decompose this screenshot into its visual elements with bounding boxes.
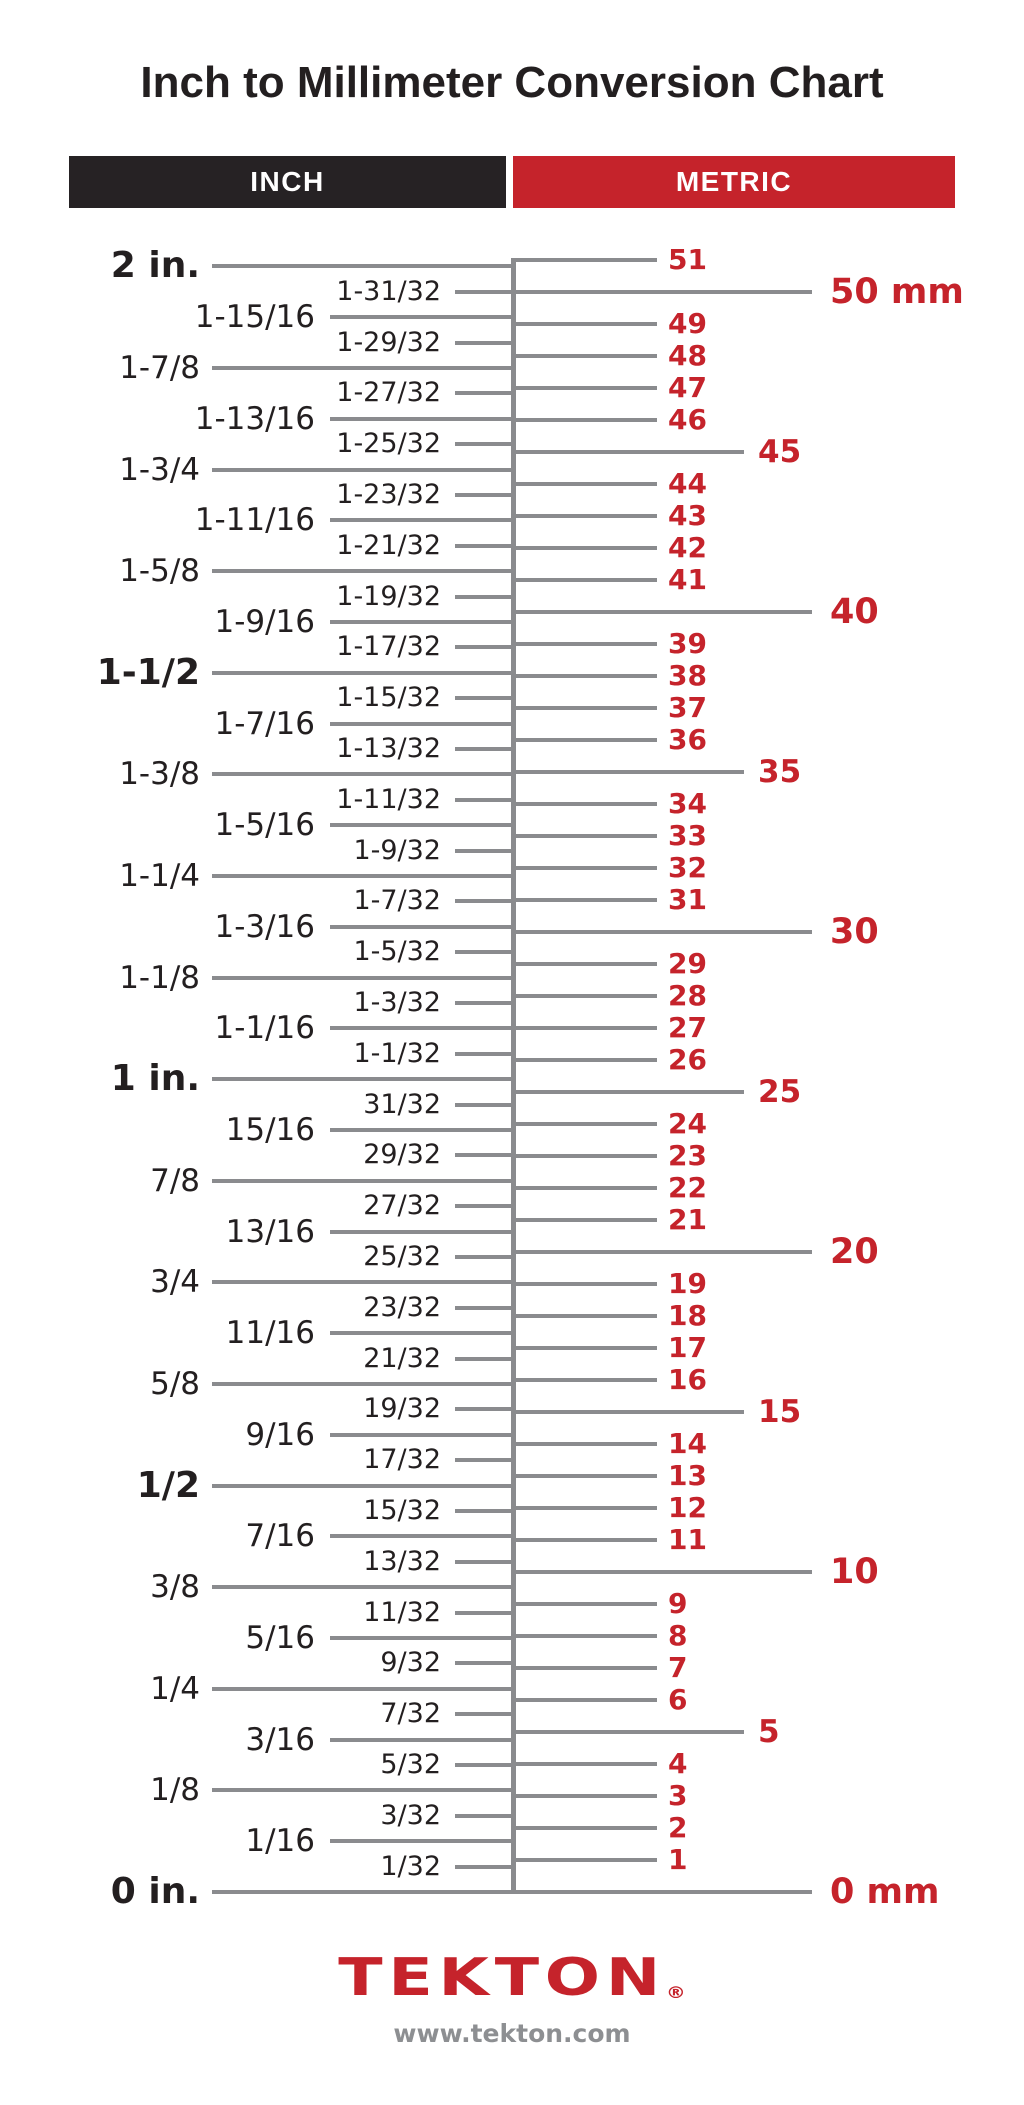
metric-tick-line	[511, 514, 657, 518]
inch-tick-line	[455, 1204, 516, 1208]
metric-tick-line	[511, 1154, 657, 1158]
inch-tick-label: 11/32	[363, 1597, 441, 1628]
inch-tick-line	[330, 417, 516, 421]
inch-tick-label: 1-15/16	[194, 299, 315, 335]
metric-tick-label: 48	[668, 339, 707, 372]
inch-tick-label: 5/32	[380, 1749, 441, 1780]
inch-tick-line	[212, 772, 516, 776]
metric-tick-line	[511, 1538, 657, 1542]
metric-tick-label: 26	[668, 1043, 707, 1076]
inch-tick-label: 1-21/32	[336, 530, 441, 561]
inch-tick-line	[455, 950, 516, 954]
inch-tick-line	[455, 1560, 516, 1564]
inch-tick-line	[455, 696, 516, 700]
metric-tick-line	[511, 706, 657, 710]
inch-tick-line	[455, 1103, 516, 1107]
inch-header-label: INCH	[250, 166, 325, 197]
metric-tick-label: 32	[668, 851, 707, 884]
inch-tick-line	[330, 1636, 516, 1640]
inch-tick-label: 1-15/32	[336, 682, 441, 713]
inch-tick-label: 1-3/32	[353, 987, 441, 1018]
metric-tick-line	[511, 258, 657, 262]
metric-tick-line	[511, 802, 657, 806]
metric-tick-line	[511, 994, 657, 998]
metric-tick-line	[511, 578, 657, 582]
inch-tick-label: 1-1/2	[96, 652, 200, 693]
inch-tick-line	[455, 1509, 516, 1513]
inch-tick-label: 1-3/8	[119, 756, 200, 792]
inch-tick-line	[330, 1433, 516, 1437]
inch-tick-label: 1-23/32	[336, 479, 441, 510]
inch-tick-line	[330, 1230, 516, 1234]
metric-tick-line	[511, 1602, 657, 1606]
inch-tick-line	[212, 468, 516, 472]
metric-tick-line	[511, 834, 657, 838]
metric-tick-label: 38	[668, 659, 707, 692]
metric-tick-line	[511, 866, 657, 870]
inch-tick-label: 1/2	[136, 1465, 200, 1506]
inch-tick-line	[455, 595, 516, 599]
metric-tick-label: 28	[668, 979, 707, 1012]
inch-tick-line	[455, 1357, 516, 1361]
metric-tick-label: 33	[668, 819, 707, 852]
metric-tick-label: 0 mm	[830, 1872, 940, 1912]
inch-tick-label: 1-1/4	[119, 858, 200, 894]
metric-tick-label: 39	[668, 627, 707, 660]
inch-tick-line	[455, 1458, 516, 1462]
metric-tick-label: 50 mm	[830, 272, 964, 312]
metric-tick-label: 7	[668, 1651, 688, 1684]
metric-tick-label: 6	[668, 1683, 688, 1716]
inch-tick-label: 13/32	[363, 1546, 441, 1577]
inch-tick-label: 13/16	[225, 1214, 315, 1250]
metric-tick-line	[511, 1282, 657, 1286]
inch-tick-line	[330, 925, 516, 929]
inch-tick-label: 1-11/16	[194, 502, 315, 538]
inch-tick-line	[212, 874, 516, 878]
inch-tick-line	[212, 976, 516, 980]
metric-tick-line	[511, 1122, 657, 1126]
metric-tick-line	[511, 290, 812, 294]
inch-tick-line	[455, 747, 516, 751]
inch-tick-line	[455, 493, 516, 497]
inch-tick-label: 17/32	[363, 1444, 441, 1475]
metric-tick-label: 13	[668, 1459, 707, 1492]
metric-tick-label: 27	[668, 1011, 707, 1044]
metric-tick-label: 24	[668, 1107, 707, 1140]
inch-tick-line	[330, 518, 516, 522]
inch-tick-line	[455, 1865, 516, 1869]
inch-tick-label: 1-1/8	[119, 960, 200, 996]
inch-tick-label: 1-5/8	[119, 553, 200, 589]
metric-tick-line	[511, 1346, 657, 1350]
inch-tick-line	[212, 1280, 516, 1284]
inch-tick-line	[212, 1179, 516, 1183]
metric-tick-label: 11	[668, 1523, 707, 1556]
metric-tick-line	[511, 1250, 812, 1254]
inch-tick-label: 1-13/32	[336, 733, 441, 764]
inch-tick-label: 1-19/32	[336, 581, 441, 612]
metric-tick-line	[511, 1058, 657, 1062]
inch-tick-line	[330, 823, 516, 827]
metric-tick-label: 49	[668, 307, 707, 340]
inch-tick-label: 1-13/16	[194, 401, 315, 437]
inch-tick-line	[455, 1814, 516, 1818]
metric-tick-label: 1	[668, 1843, 688, 1876]
metric-tick-label: 43	[668, 499, 707, 532]
metric-tick-line	[511, 546, 657, 550]
inch-tick-line	[455, 1306, 516, 1310]
metric-tick-label: 20	[830, 1232, 879, 1272]
page-title: Inch to Millimeter Conversion Chart	[140, 58, 884, 107]
inch-tick-label: 5/8	[150, 1366, 200, 1402]
ruler-axis-line	[511, 258, 516, 1894]
metric-tick-label: 29	[668, 947, 707, 980]
metric-tick-label: 45	[758, 434, 802, 470]
metric-tick-label: 35	[758, 754, 802, 790]
inch-tick-line	[455, 645, 516, 649]
metric-tick-label: 23	[668, 1139, 707, 1172]
metric-tick-label: 41	[668, 563, 707, 596]
metric-tick-label: 22	[668, 1171, 707, 1204]
metric-tick-line	[511, 1858, 657, 1862]
metric-tick-line	[511, 386, 657, 390]
metric-tick-label: 47	[668, 371, 707, 404]
inch-tick-line	[212, 1585, 516, 1589]
registered-trademark-icon: ®	[666, 1983, 686, 2003]
inch-tick-label: 1-7/32	[353, 885, 441, 916]
metric-tick-label: 9	[668, 1587, 688, 1620]
inch-tick-label: 1-31/32	[336, 276, 441, 307]
inch-tick-line	[330, 1331, 516, 1335]
inch-tick-label: 1/8	[150, 1772, 200, 1808]
metric-tick-label: 44	[668, 467, 707, 500]
inch-tick-label: 1-9/16	[214, 604, 315, 640]
metric-tick-label: 17	[668, 1331, 707, 1364]
metric-tick-label: 19	[668, 1267, 707, 1300]
metric-tick-line	[511, 1218, 657, 1222]
metric-tick-line	[511, 1890, 812, 1894]
metric-tick-line	[511, 1506, 657, 1510]
inch-tick-line	[330, 315, 516, 319]
inch-tick-label: 29/32	[363, 1139, 441, 1170]
inch-tick-label: 1/16	[245, 1823, 315, 1859]
metric-tick-line	[511, 1378, 657, 1382]
metric-tick-line	[511, 610, 812, 614]
inch-tick-label: 1-7/16	[214, 706, 315, 742]
inch-tick-line	[212, 671, 516, 675]
metric-tick-label: 40	[830, 592, 879, 632]
website-url: www.tekton.com	[393, 2019, 631, 2048]
metric-tick-line	[511, 1634, 657, 1638]
metric-tick-line	[511, 738, 657, 742]
inch-tick-line	[212, 1484, 516, 1488]
inch-tick-line	[330, 1534, 516, 1538]
inch-tick-label: 3/8	[150, 1569, 200, 1605]
inch-tick-label: 7/16	[245, 1518, 315, 1554]
inch-tick-label: 9/32	[380, 1647, 441, 1678]
inch-tick-line	[212, 264, 516, 268]
metric-tick-line	[511, 450, 744, 454]
inch-tick-line	[330, 1738, 516, 1742]
inch-tick-label: 1-5/16	[214, 807, 315, 843]
tekton-logo	[0, 1948, 1024, 2008]
metric-tick-line	[511, 1826, 657, 1830]
inch-tick-line	[455, 1001, 516, 1005]
metric-tick-line	[511, 482, 657, 486]
inch-tick-label: 7/8	[150, 1163, 200, 1199]
inch-tick-label: 25/32	[363, 1241, 441, 1272]
inch-tick-line	[455, 1255, 516, 1259]
inch-tick-line	[455, 1153, 516, 1157]
inch-tick-line	[212, 1382, 516, 1386]
metric-tick-line	[511, 1314, 657, 1318]
metric-tick-line	[511, 770, 744, 774]
metric-tick-label: 3	[668, 1779, 688, 1812]
metric-tick-label: 2	[668, 1811, 688, 1844]
inch-tick-label: 5/16	[245, 1620, 315, 1656]
inch-tick-label: 1-29/32	[336, 327, 441, 358]
inch-tick-label: 1-7/8	[119, 350, 200, 386]
inch-tick-label: 1-1/32	[353, 1038, 441, 1069]
inch-tick-label: 1-25/32	[336, 428, 441, 459]
metric-tick-label: 16	[668, 1363, 707, 1396]
metric-tick-line	[511, 898, 657, 902]
metric-tick-label: 18	[668, 1299, 707, 1332]
inch-tick-label: 15/32	[363, 1495, 441, 1526]
inch-tick-label: 19/32	[363, 1393, 441, 1424]
metric-tick-label: 42	[668, 531, 707, 564]
inch-tick-line	[330, 620, 516, 624]
inch-tick-line	[212, 569, 516, 573]
inch-tick-line	[455, 544, 516, 548]
metric-tick-line	[511, 1698, 657, 1702]
inch-tick-line	[330, 722, 516, 726]
inch-tick-line	[212, 1788, 516, 1792]
metric-tick-label: 36	[668, 723, 707, 756]
inch-tick-label: 1/4	[150, 1671, 200, 1707]
metric-tick-label: 4	[668, 1747, 688, 1780]
inch-tick-label: 1 in.	[110, 1058, 200, 1099]
inch-tick-line	[212, 1077, 516, 1081]
inch-tick-label: 1/32	[380, 1851, 441, 1882]
inch-tick-line	[330, 1128, 516, 1132]
inch-tick-line	[455, 1661, 516, 1665]
metric-tick-label: 51	[668, 243, 707, 276]
inch-tick-line	[455, 1407, 516, 1411]
inch-tick-line	[455, 1763, 516, 1767]
metric-tick-line	[511, 1186, 657, 1190]
metric-tick-line	[511, 1410, 744, 1414]
metric-tick-line	[511, 1666, 657, 1670]
tekton-logo-text: TEKTON	[338, 1948, 667, 2008]
metric-tick-line	[511, 1442, 657, 1446]
inch-tick-label: 11/16	[225, 1315, 315, 1351]
metric-tick-label: 15	[758, 1394, 802, 1430]
inch-tick-label: 1-5/32	[353, 936, 441, 967]
inch-tick-label: 7/32	[380, 1698, 441, 1729]
metric-tick-line	[511, 1474, 657, 1478]
metric-tick-line	[511, 1570, 812, 1574]
inch-tick-line	[212, 366, 516, 370]
inch-tick-label: 21/32	[363, 1343, 441, 1374]
inch-tick-label: 1-1/16	[214, 1010, 315, 1046]
metric-tick-line	[511, 1026, 657, 1030]
metric-tick-line	[511, 674, 657, 678]
inch-tick-line	[455, 1712, 516, 1716]
metric-tick-line	[511, 1762, 657, 1766]
inch-tick-label: 1-9/32	[353, 835, 441, 866]
inch-tick-label: 1-11/32	[336, 784, 441, 815]
metric-tick-line	[511, 322, 657, 326]
inch-tick-line	[455, 899, 516, 903]
metric-tick-label: 34	[668, 787, 707, 820]
metric-tick-label: 37	[668, 691, 707, 724]
inch-tick-label: 1-3/16	[214, 909, 315, 945]
metric-tick-label: 14	[668, 1427, 707, 1460]
metric-header-label: METRIC	[675, 166, 793, 197]
inch-tick-label: 3/4	[150, 1264, 200, 1300]
inch-tick-label: 1-17/32	[336, 631, 441, 662]
inch-tick-label: 1-3/4	[119, 452, 200, 488]
inch-tick-line	[455, 1611, 516, 1615]
metric-tick-line	[511, 1090, 744, 1094]
metric-tick-label: 21	[668, 1203, 707, 1236]
metric-tick-label: 25	[758, 1074, 802, 1110]
metric-tick-label: 12	[668, 1491, 707, 1524]
metric-tick-label: 5	[758, 1714, 780, 1750]
inch-tick-line	[212, 1687, 516, 1691]
inch-tick-label: 27/32	[363, 1190, 441, 1221]
metric-tick-line	[511, 642, 657, 646]
inch-tick-line	[455, 849, 516, 853]
inch-tick-label: 31/32	[363, 1089, 441, 1120]
inch-tick-line	[455, 290, 516, 294]
inch-tick-line	[455, 341, 516, 345]
inch-tick-line	[455, 798, 516, 802]
inch-tick-line	[455, 1052, 516, 1056]
inch-tick-line	[330, 1839, 516, 1843]
metric-tick-line	[511, 1794, 657, 1798]
inch-tick-line	[455, 391, 516, 395]
metric-tick-label: 31	[668, 883, 707, 916]
metric-tick-line	[511, 1730, 744, 1734]
inch-tick-line	[330, 1026, 516, 1030]
inch-tick-label: 15/16	[225, 1112, 315, 1148]
metric-tick-label: 8	[668, 1619, 688, 1652]
inch-tick-label: 9/16	[245, 1417, 315, 1453]
inch-tick-label: 0 in.	[110, 1871, 200, 1912]
metric-tick-label: 10	[830, 1552, 879, 1592]
inch-tick-label: 2 in.	[110, 245, 200, 286]
metric-tick-line	[511, 930, 812, 934]
inch-tick-line	[212, 1890, 516, 1894]
metric-tick-line	[511, 962, 657, 966]
inch-tick-label: 23/32	[363, 1292, 441, 1323]
metric-tick-line	[511, 354, 657, 358]
inch-tick-line	[455, 442, 516, 446]
inch-tick-label: 1-27/32	[336, 377, 441, 408]
metric-tick-label: 46	[668, 403, 707, 436]
footer	[0, 1950, 1024, 2006]
inch-tick-label: 3/32	[380, 1800, 441, 1831]
metric-tick-label: 30	[830, 912, 879, 952]
inch-tick-label: 3/16	[245, 1722, 315, 1758]
metric-tick-line	[511, 418, 657, 422]
